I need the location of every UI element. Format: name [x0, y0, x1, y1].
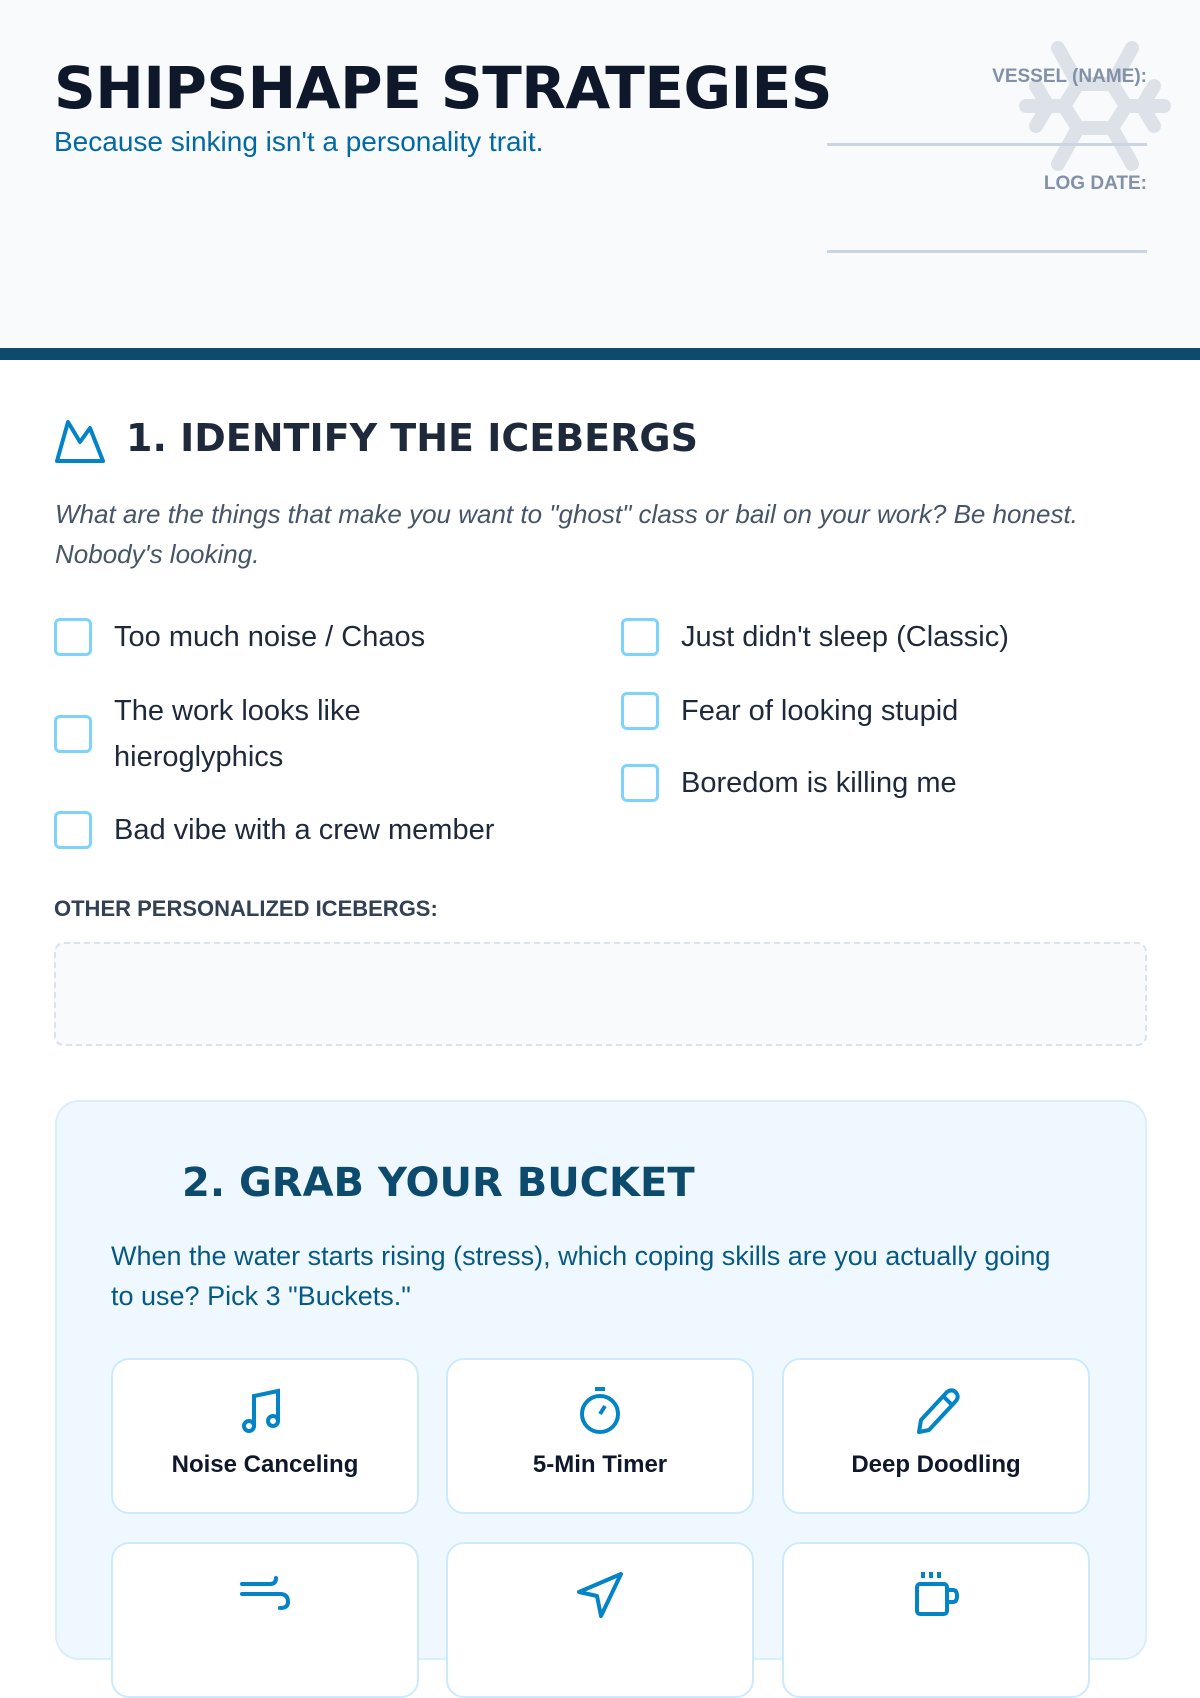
bucket-label: 5-Min Timer: [532, 1451, 668, 1478]
pencil-icon: [911, 1386, 961, 1436]
option-label: Bad vibe with a crew member: [114, 814, 495, 846]
vessel-name-label: VESSEL (NAME):: [992, 66, 1147, 87]
bucket-option[interactable]: [111, 1542, 419, 1698]
section-1-heading: 1. IDENTIFY THE ICEBERGS: [126, 416, 698, 460]
mountain-icon: [54, 418, 106, 464]
option-label: Just didn't sleep (Classic): [681, 621, 1009, 653]
stopwatch-icon: [575, 1386, 625, 1436]
checkbox-option[interactable]: [621, 688, 958, 734]
checkbox-option[interactable]: [54, 614, 425, 660]
checkbox[interactable]: [621, 618, 659, 656]
checkbox-option[interactable]: [54, 688, 524, 780]
other-icebergs-input[interactable]: [54, 942, 1147, 1046]
checkbox-option[interactable]: [621, 614, 1009, 660]
checkbox[interactable]: [54, 811, 92, 849]
checkbox[interactable]: [621, 764, 659, 802]
option-label: Fear of looking stupid: [681, 695, 959, 727]
checkbox[interactable]: [621, 692, 659, 730]
section-2-description: When the water starts rising (stress), which coping skills are you actually going to use? Pick 3 "Buckets.": [111, 1241, 1051, 1311]
checkbox-option[interactable]: [54, 807, 494, 853]
page-subtitle: Because sinking isn't a personality trait.: [54, 126, 544, 157]
wind-icon: [240, 1570, 290, 1620]
bucket-option-deep-doodling[interactable]: [782, 1358, 1090, 1514]
checkbox[interactable]: [54, 618, 92, 656]
bucket-option[interactable]: [782, 1542, 1090, 1698]
bucket-option-5-min-timer[interactable]: [446, 1358, 754, 1514]
page-title: SHIPSHAPE STRATEGIES: [54, 54, 833, 122]
bucket-label: Noise Canceling: [171, 1451, 359, 1478]
header: [0, 0, 1200, 348]
bucket-option[interactable]: [446, 1542, 754, 1698]
paper-plane-icon: [575, 1570, 625, 1620]
checkbox-option[interactable]: [621, 760, 957, 806]
header-divider: [0, 348, 1200, 360]
log-date-label: LOG DATE:: [1043, 173, 1147, 194]
section-2-heading: 2. GRAB YOUR BUCKET: [182, 1160, 695, 1206]
section-1-intro: What are the things that make you want to "ghost" class or bail on your work? Be honest. Nobody's looking.: [55, 499, 1078, 569]
snowflake-icon: [1018, 36, 1172, 176]
checkbox[interactable]: [54, 715, 92, 753]
coffee-mug-icon: [911, 1570, 961, 1620]
bucket-option-noise-canceling[interactable]: [111, 1358, 419, 1514]
music-note-icon: [240, 1386, 290, 1436]
bucket-label: Deep Doodling: [851, 1451, 1021, 1478]
option-label: Too much noise / Chaos: [114, 621, 426, 653]
log-date-field[interactable]: [827, 250, 1147, 253]
vessel-name-field[interactable]: [827, 143, 1147, 146]
option-label: The work looks like hieroglyphics: [114, 695, 361, 773]
option-label: Boredom is killing me: [681, 767, 957, 799]
other-icebergs-label: OTHER PERSONALIZED ICEBERGS:: [54, 896, 438, 921]
